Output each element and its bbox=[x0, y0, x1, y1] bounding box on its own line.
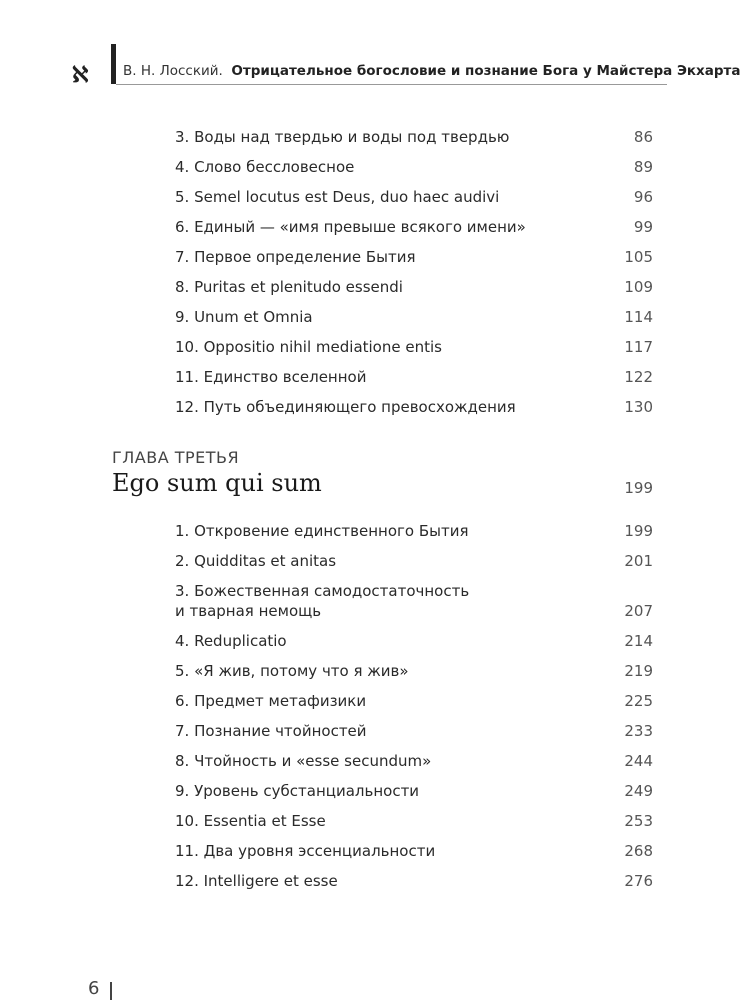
toc-entry-label: 11. Два уровня эссенциальности bbox=[175, 842, 436, 860]
toc-list-chapter-2 bbox=[175, 122, 653, 422]
toc-entry-page: 249 bbox=[624, 782, 653, 800]
toc-entry-label: 2. Quidditas et anitas bbox=[175, 552, 337, 570]
page-number: 6 bbox=[88, 978, 100, 999]
toc-entry-page: 276 bbox=[624, 872, 653, 890]
toc-entry-page: 225 bbox=[624, 692, 653, 710]
toc-entry-page: 219 bbox=[624, 662, 653, 680]
toc-entry-label: 6. Единый — «имя превыше всякого имени» bbox=[175, 218, 526, 236]
header-bar bbox=[111, 44, 116, 84]
toc-entry-page: 96 bbox=[633, 188, 653, 206]
toc-entry-label: 5. Semel locutus est Deus, duo haec audivi bbox=[175, 188, 500, 206]
toc-entry[interactable] bbox=[175, 302, 653, 332]
toc-entry-label: 9. Unum et Omnia bbox=[175, 308, 313, 326]
toc-entry[interactable] bbox=[175, 746, 653, 776]
toc-entry-page: 253 bbox=[624, 812, 653, 830]
toc-entry-label: 9. Уровень субстанциальности bbox=[175, 782, 420, 800]
toc-entry-page: 122 bbox=[624, 368, 653, 386]
toc-entry-page: 244 bbox=[624, 752, 653, 770]
toc-entry[interactable] bbox=[175, 152, 653, 182]
toc-entry-label: 1. Откровение единственного Бытия bbox=[175, 522, 469, 540]
toc-entry-page: 233 bbox=[624, 722, 653, 740]
folio-bar bbox=[110, 982, 112, 1000]
toc-entry-label: 8. Puritas et plenitudo essendi bbox=[175, 278, 403, 296]
toc-entry-label: 7. Познание чтойностей bbox=[175, 722, 367, 740]
chapter-label: ГЛАВА ТРЕТЬЯ bbox=[112, 448, 240, 467]
toc-entry-page: 214 bbox=[624, 632, 653, 650]
toc-entry[interactable] bbox=[175, 122, 653, 152]
toc-entry-page: 105 bbox=[624, 248, 653, 266]
toc-entry-page: 109 bbox=[624, 278, 653, 296]
toc-entry[interactable] bbox=[175, 272, 653, 302]
toc-entry[interactable] bbox=[175, 516, 653, 546]
toc-entry-page: 114 bbox=[624, 308, 653, 326]
toc-entry[interactable] bbox=[175, 392, 653, 422]
toc-entry-page: 86 bbox=[633, 128, 653, 146]
toc-entry-page: 130 bbox=[624, 398, 653, 416]
header-title: Отрицательное богословие и познание Бога у Майстера Экхарта bbox=[231, 63, 741, 79]
toc-entry-page: 89 bbox=[633, 158, 653, 176]
toc-entry-label: 12. Intelligere et esse bbox=[175, 872, 338, 890]
toc-entry[interactable] bbox=[175, 212, 653, 242]
toc-entry[interactable] bbox=[175, 182, 653, 212]
toc-entry[interactable] bbox=[175, 716, 653, 746]
toc-entry[interactable] bbox=[175, 362, 653, 392]
toc-entry[interactable] bbox=[175, 686, 653, 716]
running-header bbox=[123, 63, 740, 79]
toc-entry-label: 12. Путь объединяющего превосхождения bbox=[175, 398, 516, 416]
toc-list-chapter-3 bbox=[175, 516, 653, 896]
toc-entry-label: 3. Божественная самодостаточность и тварная немощь bbox=[175, 582, 470, 620]
toc-entry[interactable] bbox=[175, 776, 653, 806]
toc-entry-label: 4. Reduplicatio bbox=[175, 632, 287, 650]
toc-entry-page: 268 bbox=[624, 842, 653, 860]
toc-entry-label: 10. Oppositio nihil mediatione entis bbox=[175, 338, 442, 356]
toc-entry-label: 4. Слово бессловесное bbox=[175, 158, 355, 176]
toc-entry[interactable] bbox=[175, 866, 653, 896]
chapter-heading bbox=[112, 448, 653, 497]
toc-entry[interactable] bbox=[175, 836, 653, 866]
toc-entry[interactable] bbox=[175, 576, 653, 626]
publisher-logo: ℵ bbox=[72, 62, 89, 88]
toc-entry-label: 6. Предмет метафизики bbox=[175, 692, 367, 710]
header-author: В. Н. Лосский. bbox=[123, 63, 223, 79]
toc-entry[interactable] bbox=[175, 546, 653, 576]
toc-entry-page: 207 bbox=[624, 602, 653, 620]
toc-entry-label: 3. Воды над твердью и воды под твердью bbox=[175, 128, 510, 146]
header-rule bbox=[116, 84, 667, 85]
toc-entry[interactable] bbox=[175, 332, 653, 362]
toc-entry-page: 99 bbox=[633, 218, 653, 236]
toc-entry-label: 11. Единство вселенной bbox=[175, 368, 367, 386]
chapter-page: 199 bbox=[624, 479, 653, 497]
toc-entry[interactable] bbox=[175, 806, 653, 836]
toc-entry[interactable] bbox=[175, 242, 653, 272]
toc-entry-page: 201 bbox=[624, 552, 653, 570]
toc-entry-label: 8. Чтойность и «esse secundum» bbox=[175, 752, 432, 770]
toc-entry-page: 117 bbox=[624, 338, 653, 356]
toc-entry-label: 10. Essentia et Esse bbox=[175, 812, 326, 830]
chapter-title: Ego sum qui sum bbox=[112, 469, 322, 497]
toc-entry[interactable] bbox=[175, 626, 653, 656]
toc-entry[interactable] bbox=[175, 656, 653, 686]
toc-entry-label: 5. «Я жив, потому что я жив» bbox=[175, 662, 409, 680]
toc-entry-label: 7. Первое определение Бытия bbox=[175, 248, 416, 266]
toc-entry-page: 199 bbox=[624, 522, 653, 540]
